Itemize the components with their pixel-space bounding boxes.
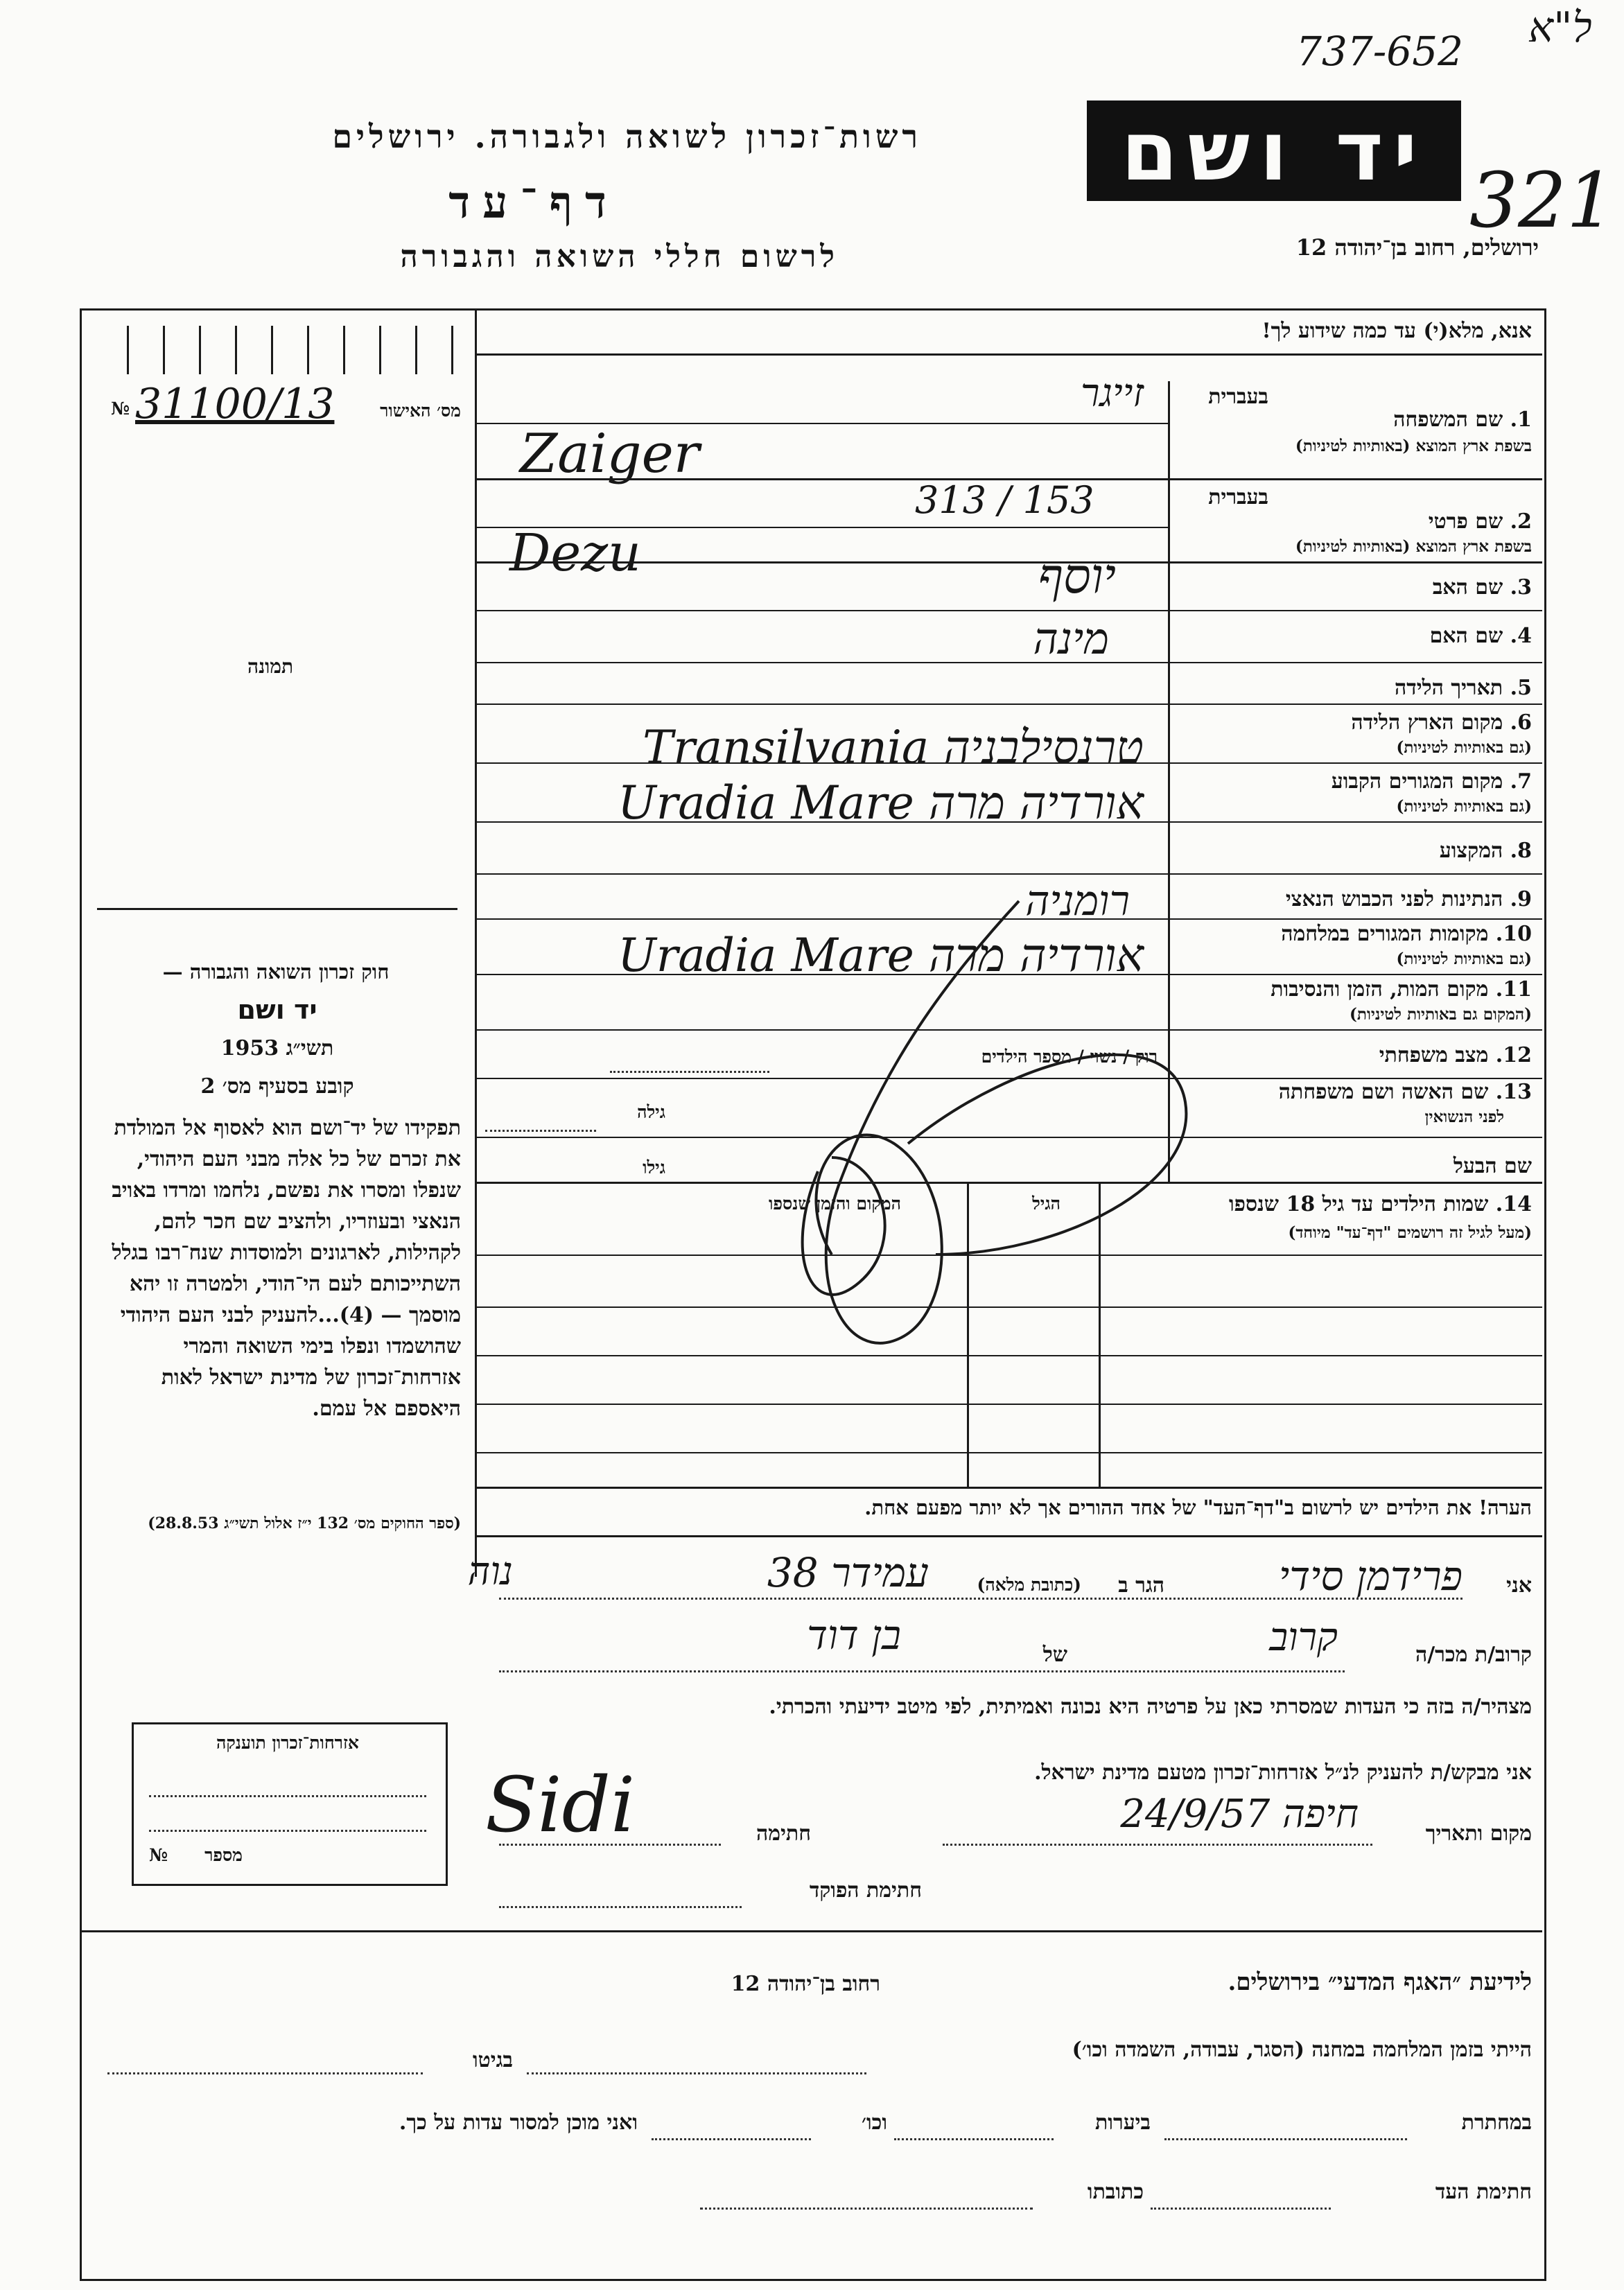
certificate-dots-1: [149, 1795, 426, 1797]
yad-vashem-logo: יד ושם: [1087, 100, 1461, 201]
f4-label: 4. שם האם: [1429, 624, 1532, 648]
bottom-line2-dots-a: [1164, 2138, 1407, 2140]
f2-hebrew-tag: בעברית: [1208, 485, 1268, 509]
f2-number: 313 / 153: [915, 478, 1094, 522]
intro-instruction: אנא, מלא(י) עד כמה שידוע לך!: [1261, 319, 1532, 343]
f14-col-place: המקום והזמן שנספו: [769, 1194, 901, 1214]
f11-label: 11. מקום המות, הזמן והנסיבות: [1271, 977, 1532, 1002]
bottom-line3-a: חתימת העד: [1435, 2180, 1532, 2204]
handwritten-mark: ל"א: [1528, 3, 1592, 52]
f11-sub: (המקום גם באותיות לטיניות): [1350, 1005, 1532, 1024]
f13-sub: לפני הנשואין: [1424, 1108, 1504, 1126]
photo-bottom-line: [97, 908, 457, 910]
of-value: בן דוד: [807, 1611, 901, 1659]
f6-line: [475, 762, 1542, 764]
bottom-line1-a: הייתי בזמן המלחמה במחנה (הסגר, עבודה, השמדה וכו׳): [1072, 2038, 1532, 2062]
bottom-line2-c: וכו׳: [862, 2110, 887, 2135]
law-logo: יד ושם: [237, 995, 317, 1025]
law-section: קובע בסעיף מס׳ 2: [200, 1074, 354, 1099]
f3-value: יוסף: [1038, 548, 1116, 604]
header-address: ירושלים, רחוב בן־יהודה 12: [1295, 234, 1539, 261]
law-text: תפקידו של יד־ושם הוא לאסוף אל המולדת את זכרם של כל אלה מבני העם היהודי, שנפלו ומסרו את נפשם, נלחמו ומרדו באויב הנאצי ובעוזריו, ולהציב שם חכר להם, לקהילות, לארגונים ולמוסדות שנח־רבו בגלל השתייכותם לעם הי־הודי, ולמטרה זו יהא מוסמך — (4)...להעניק לבני העם היהודי שהושמדו ונפלו בימי השואה והמרי אזרחות־זכרון של מדינת ישראל לאות היאספם אל עמם.: [112, 1116, 461, 1421]
signature-line: [499, 1844, 721, 1846]
f9-value: רומניה: [1025, 877, 1130, 925]
relative-value: קרוב: [1269, 1615, 1338, 1660]
f10-sub: (גם באותיות לטיניות): [1396, 950, 1532, 968]
f14-label: 14. שמות הילדים עד גיל 18 שנספו: [1228, 1192, 1532, 1216]
handwritten-page-number: 321: [1469, 156, 1615, 245]
town-value: נוה: [467, 1549, 513, 1594]
declarant-signature: Sidi: [485, 1760, 636, 1849]
f5-label: 5. תאריך הלידה: [1395, 676, 1532, 700]
f3-label: 3. שם האב: [1432, 575, 1532, 600]
signature-label: חתימה: [756, 1821, 811, 1846]
of-label: של: [1042, 1643, 1067, 1667]
f6-value: טרנסילבניה Transilvania: [643, 721, 1144, 774]
address-value: עמידר 38: [767, 1549, 929, 1596]
f5-line: [475, 703, 1542, 705]
f7-label: 7. מקום המגורים הקבוע: [1331, 769, 1532, 794]
f13-label: 13. שם האשה ושם משפחתה: [1278, 1080, 1532, 1104]
photo-label: תמונה: [247, 655, 294, 678]
f1-hebrew-value: זייגר: [1081, 371, 1144, 416]
f14-col-age: הגיל: [1032, 1194, 1060, 1214]
declaration-text: מצהיר/ה בזה כי העדות שמסרתי כאן על פרטיה היא נכונה ואמיתית, לפי מיטב ידיעתי והכרתי.: [769, 1695, 1532, 1719]
f6-sub: (גם באותיות לטיניות): [1396, 738, 1532, 757]
request-text: אני מבקש/ת להעניק לנ״ל אזרחות־זכרון מטעם מדינת ישראל.: [1034, 1760, 1532, 1785]
law-title: חוק זכרון השואה והגבורה —: [162, 960, 390, 984]
certificate-no-sign: №: [149, 1845, 168, 1865]
place-date-label: מקום ותאריך: [1425, 1821, 1532, 1846]
bottom-title: לידיעת ״האגף המדעי״ בירושלים.: [1228, 1968, 1532, 1996]
form-subtitle: לרשום חללי השואה והגבורה: [400, 239, 839, 274]
place-date-line: [943, 1844, 1372, 1846]
f7-line: [475, 821, 1542, 823]
officer-signature-line: [499, 1906, 742, 1908]
f14-bottom-line: [475, 1487, 1542, 1489]
f2-latin-value: Dezu: [509, 523, 641, 583]
declarant-i-label: אני: [1506, 1573, 1532, 1598]
f3-line: [475, 610, 1542, 611]
bottom-line1-b: בגיטו: [472, 2048, 513, 2072]
bottom-address: רחוב בן־יהודה 12: [731, 1972, 880, 1996]
f14-sub: (מעל לגיל זה רושמים "דף־עד" מיוחד): [1288, 1223, 1532, 1242]
approval-number: 31100/13: [135, 380, 335, 428]
intro-line: [475, 353, 1542, 356]
f9-label: 9. הנתינות לפני הכבוש הנאצי: [1285, 887, 1532, 911]
bottom-line1-dots-a: [527, 2072, 866, 2074]
bottom-line2-a: במחתרת: [1461, 2110, 1532, 2135]
address-label: (כתובת מלאה): [977, 1575, 1081, 1595]
bottom-line1-dots-b: [107, 2072, 423, 2074]
bottom-line2-dots-b: [894, 2138, 1054, 2140]
law-year: תשי״ג 1953: [220, 1036, 334, 1060]
f1-latin-value: Zaiger: [520, 423, 700, 485]
organization-name: רשות־זכרון לשואה ולגבורה. ירושלים: [332, 118, 922, 155]
f7-value: אורדיה מרה Uradia Mare: [618, 776, 1144, 830]
bottom-line3-dots-b: [700, 2208, 1033, 2210]
f1-hebrew-tag: בעברית: [1208, 385, 1268, 409]
f6-label: 6. מקום הארץ הלידה: [1351, 710, 1532, 735]
f12-options: רוק / נשוי / מספר הילדים: [981, 1047, 1158, 1067]
f8-line: [475, 873, 1542, 875]
note-line: [475, 1535, 1542, 1537]
f1-label: 1. שם המשפחה: [1393, 408, 1532, 432]
place-date-value: חיפה 24/9/57: [1120, 1792, 1359, 1837]
relative-label: קרוב/ת מכר/ה: [1415, 1643, 1532, 1667]
certificate-title: אזרחות־זכרון תוענקה: [216, 1733, 359, 1753]
f4-line: [475, 662, 1542, 663]
handwritten-ref-number: 737-652: [1296, 28, 1464, 75]
officer-signature-label: חתימת הפוקד: [809, 1878, 922, 1903]
bottom-line2-d: ואני מוכן למסור עדות על כך.: [399, 2110, 638, 2135]
bottom-line2-b: ביערות: [1094, 2110, 1151, 2135]
relative-line: [499, 1670, 1345, 1672]
f2-label: 2. שם פרטי: [1428, 509, 1532, 534]
declarant-line: [499, 1598, 1463, 1600]
form-title: דף־עד: [448, 177, 619, 229]
husband-label: שם הבעל: [1453, 1154, 1532, 1178]
children-note: הערה! את הילדים יש לרשום ב"דף־העד" של אחד ההורים אך לא יותר מפעם אחת.: [864, 1496, 1532, 1519]
approval-label: מס׳ האישור: [380, 401, 461, 421]
f14-row-line-4: [475, 1404, 1542, 1405]
bottom-line3-dots-a: [1151, 2208, 1331, 2210]
f1-sub: בשפת ארץ המוצא (באותיות לטיניות): [1295, 437, 1532, 455]
approval-no-sign: №: [111, 399, 130, 419]
f13-age-label: גילה: [637, 1102, 665, 1122]
f7-sub: (גם באותיות לטיניות): [1396, 797, 1532, 816]
f13-age-dots: [485, 1130, 596, 1132]
f4-value: מינה: [1033, 613, 1109, 664]
f10-label: 10. מקומות המגורים במלחמה: [1281, 922, 1532, 946]
bottom-section-divider: [80, 1930, 1542, 1932]
law-footnote: (ספר החוקים מס׳ 132 י״ז אלול תשי״ג 28.8.53): [148, 1514, 461, 1532]
certificate-number-label: מספר: [204, 1845, 243, 1865]
lives-label: הגר ב: [1118, 1573, 1164, 1598]
f14-row-line-5: [475, 1452, 1542, 1453]
bottom-line3-b: כתובתו: [1087, 2180, 1144, 2204]
bottom-line2-dots-c: [652, 2138, 811, 2140]
declarant-name: פרידמן סידי: [1279, 1553, 1463, 1600]
husband-age-label: גילו: [643, 1157, 665, 1178]
f8-label: 8. המקצוע: [1439, 839, 1532, 863]
f2-sub: בשפת ארץ המוצא (באותיות לטיניות): [1295, 537, 1532, 556]
f12-label: 12. מצב משפחתי: [1379, 1043, 1532, 1067]
f10-value: אורדיה מרה Uradia Mare: [618, 929, 1144, 982]
certificate-dots-2: [149, 1830, 426, 1832]
cancellation-scribble: [728, 894, 1213, 1393]
